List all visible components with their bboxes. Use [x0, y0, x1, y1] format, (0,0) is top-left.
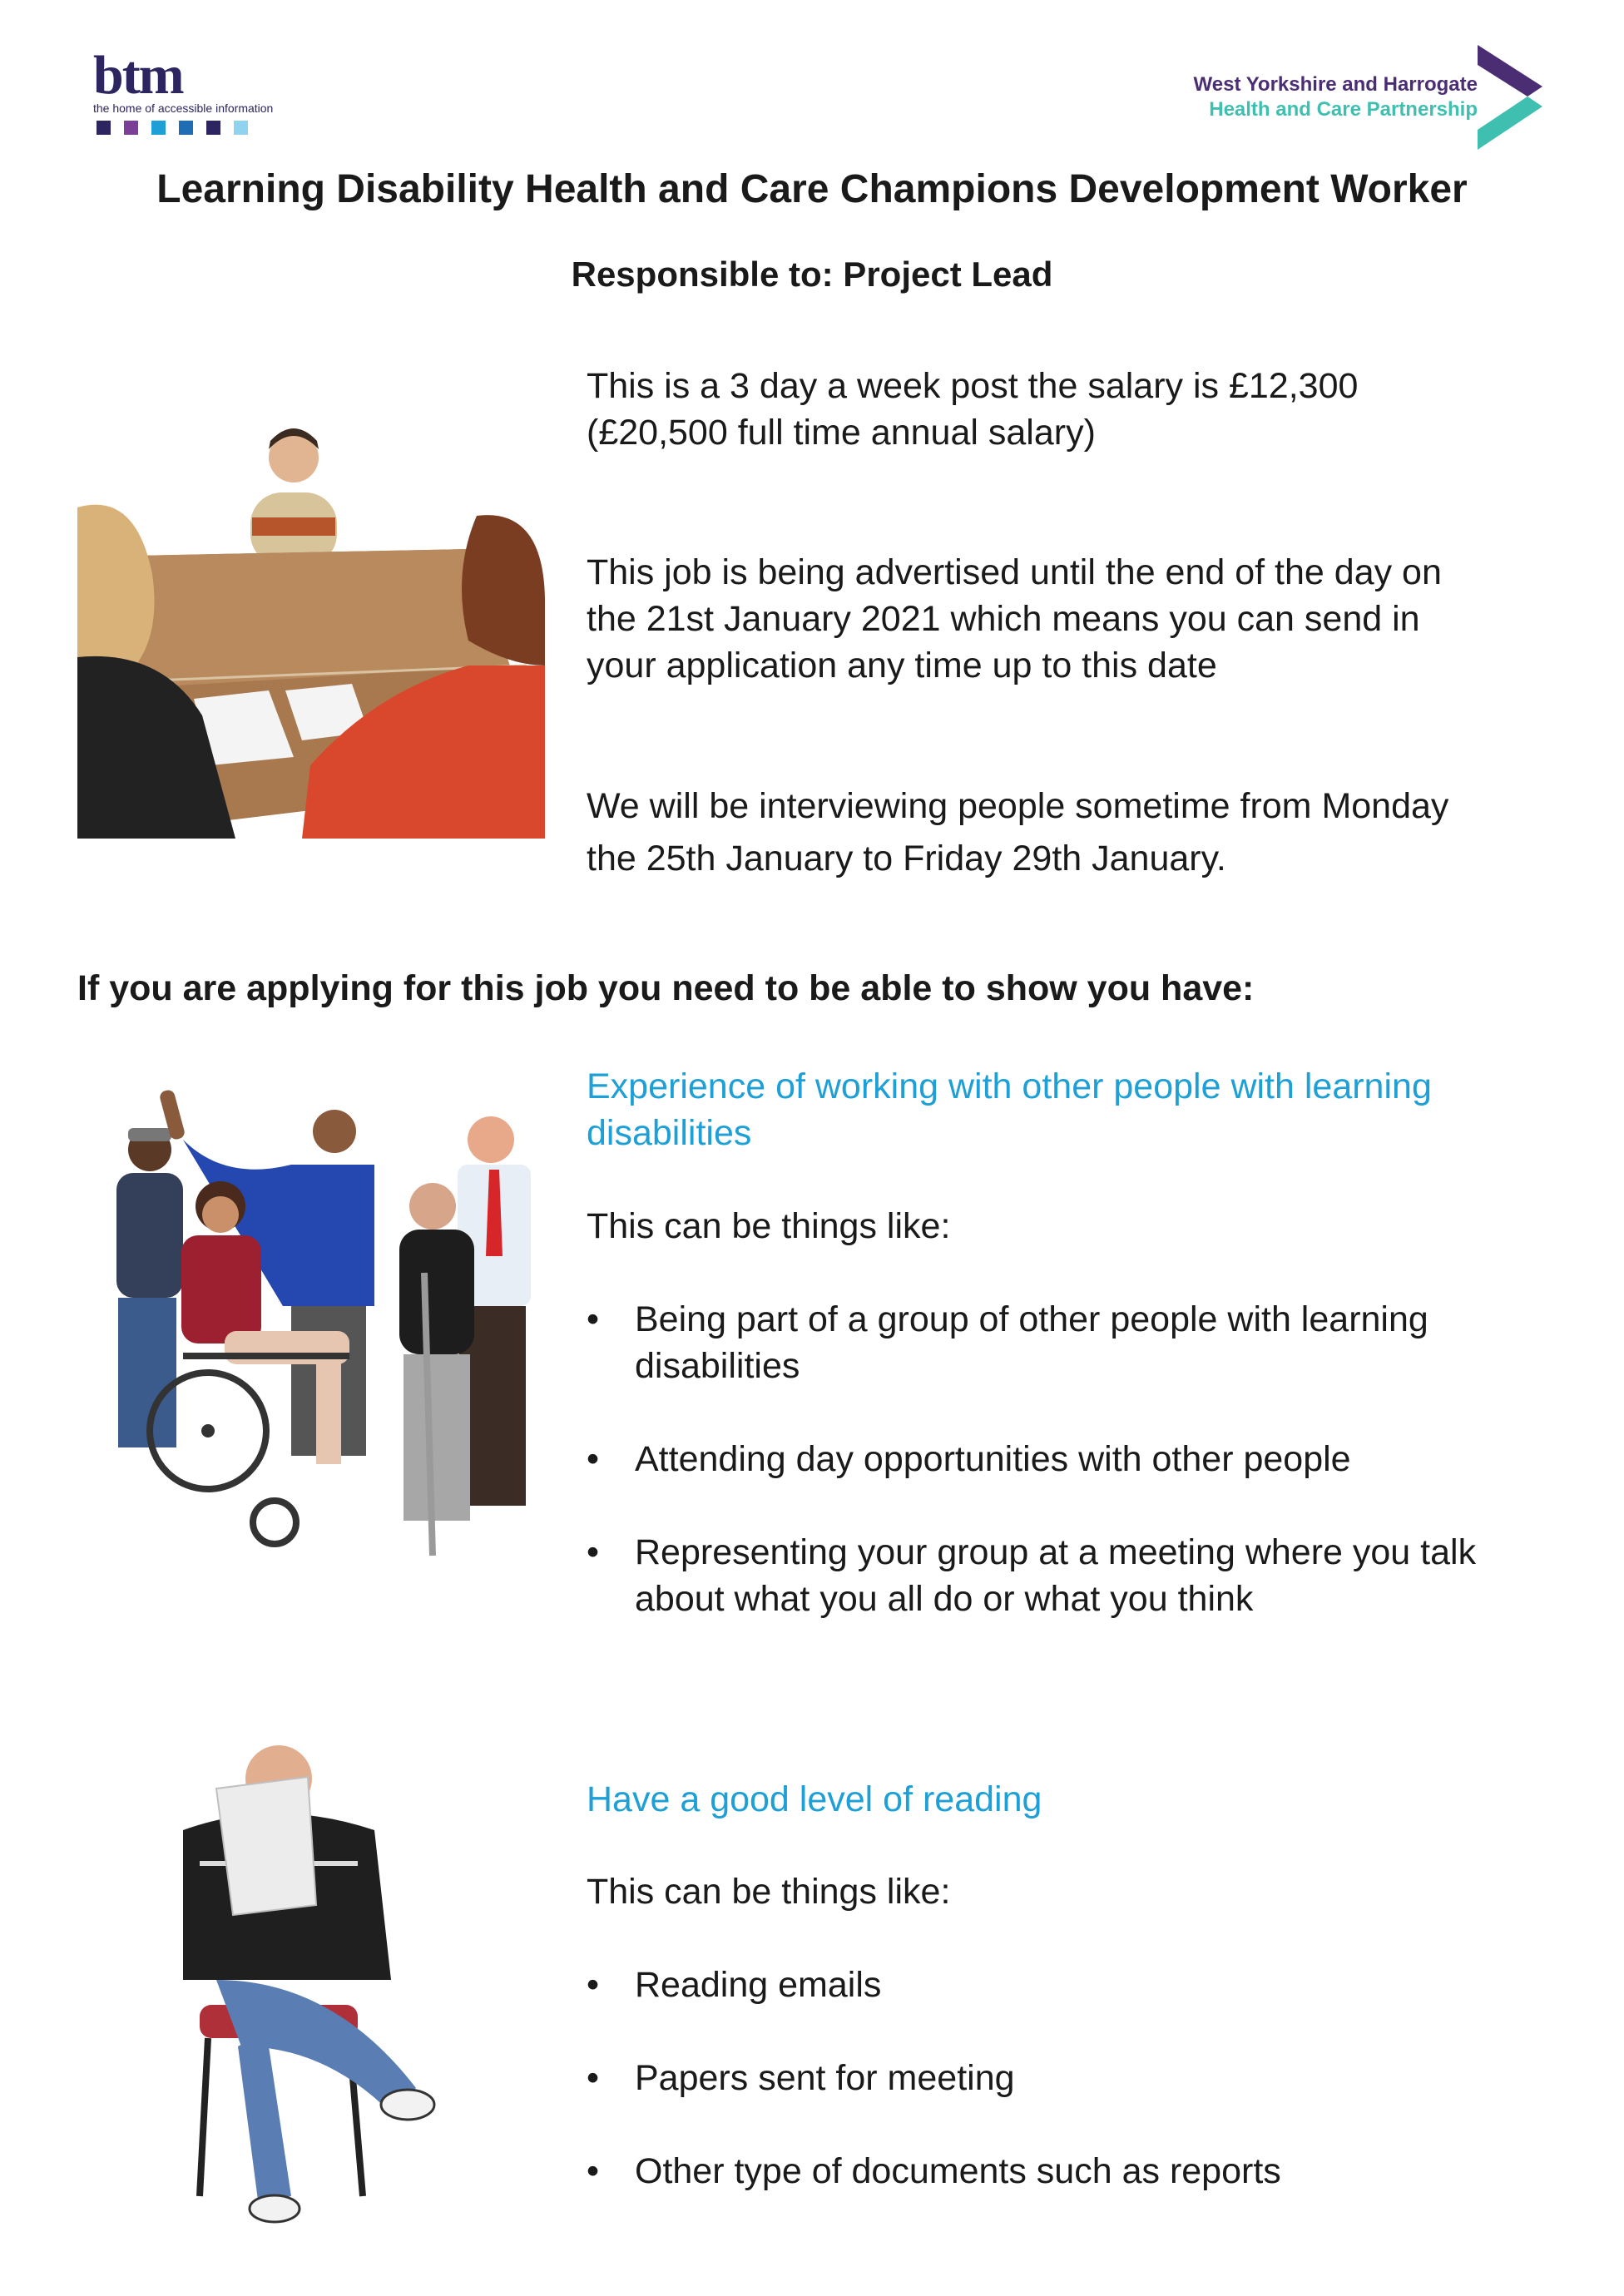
requirement-1-heading-line: Experience of working with other people with learning — [587, 1066, 1432, 1106]
requirement-1-intro: This can be things like: — [587, 1206, 951, 1246]
btm-square — [151, 121, 166, 135]
btm-square — [124, 121, 138, 135]
advert-line: your application any time up to this date — [587, 646, 1217, 685]
requirement-1-heading — [587, 1063, 1568, 1156]
list-item-line: • Representing your group at a meeting where you talk — [635, 1532, 1477, 1572]
requirements-heading: If you are applying for this job you need to be able to show you have: — [77, 968, 1255, 1008]
list-item — [587, 2148, 1568, 2195]
advert-line: This job is being advertised until the end of the day on — [587, 552, 1442, 592]
list-item — [587, 1296, 1568, 1389]
requirement-2-heading-line: Have a good level of reading — [587, 1779, 1042, 1819]
list-item-line: • Reading emails — [635, 1965, 882, 2005]
list-item-line: • Other type of documents such as reports — [635, 2151, 1281, 2191]
group-illustration — [75, 1090, 545, 1564]
reading-illustration — [166, 1730, 449, 2229]
partnership-logo-line1: West Yorkshire and Harrogate — [1193, 73, 1478, 96]
list-item-line: • Being part of a group of other people with learning — [635, 1299, 1428, 1339]
salary-paragraph — [587, 363, 1568, 456]
requirement-2-list — [587, 1962, 1568, 2195]
responsible-to: Responsible to: Project Lead — [571, 255, 1053, 294]
list-item — [587, 1529, 1568, 1622]
partnership-logo-line2: Health and Care Partnership — [1209, 98, 1478, 121]
interview-illustration — [77, 416, 545, 839]
list-item — [587, 1962, 1568, 2008]
btm-square — [97, 121, 111, 135]
list-item-line: • Papers sent for meeting — [635, 2058, 1015, 2098]
list-item-line: disabilities — [635, 1346, 800, 1386]
btm-square — [179, 121, 193, 135]
requirement-2-intro: This can be things like: — [587, 1872, 951, 1912]
interview-line: the 25th January to Friday 29th January. — [587, 839, 1226, 878]
page-title: Learning Disability Health and Care Champions Development Worker — [156, 167, 1468, 211]
interview-paragraph — [587, 780, 1568, 885]
requirement-2-heading — [587, 1776, 1568, 1823]
list-item — [587, 2055, 1568, 2101]
btm-square — [234, 121, 248, 135]
requirement-1-heading-line: disabilities — [587, 1113, 752, 1153]
list-item — [587, 1436, 1568, 1482]
list-item-line: • Attending day opportunities with other people — [635, 1439, 1351, 1479]
list-item-line: about what you all do or what you think — [635, 1579, 1254, 1619]
interview-line: We will be interviewing people sometime from Monday — [587, 786, 1449, 826]
salary-line: (£20,500 full time annual salary) — [587, 413, 1096, 453]
advert-line: the 21st January 2021 which means you can send in — [587, 599, 1420, 639]
salary-line: This is a 3 day a week post the salary is £12,300 — [587, 366, 1359, 406]
btm-square — [206, 121, 220, 135]
btm-logo-word: btm — [93, 45, 183, 106]
btm-logo-tagline: the home of accessible information — [93, 101, 274, 115]
partnership-chevron-icon — [1478, 45, 1542, 150]
btm-logo-squares — [97, 121, 248, 135]
advert-paragraph — [587, 549, 1568, 689]
requirement-1-list — [587, 1296, 1568, 1622]
